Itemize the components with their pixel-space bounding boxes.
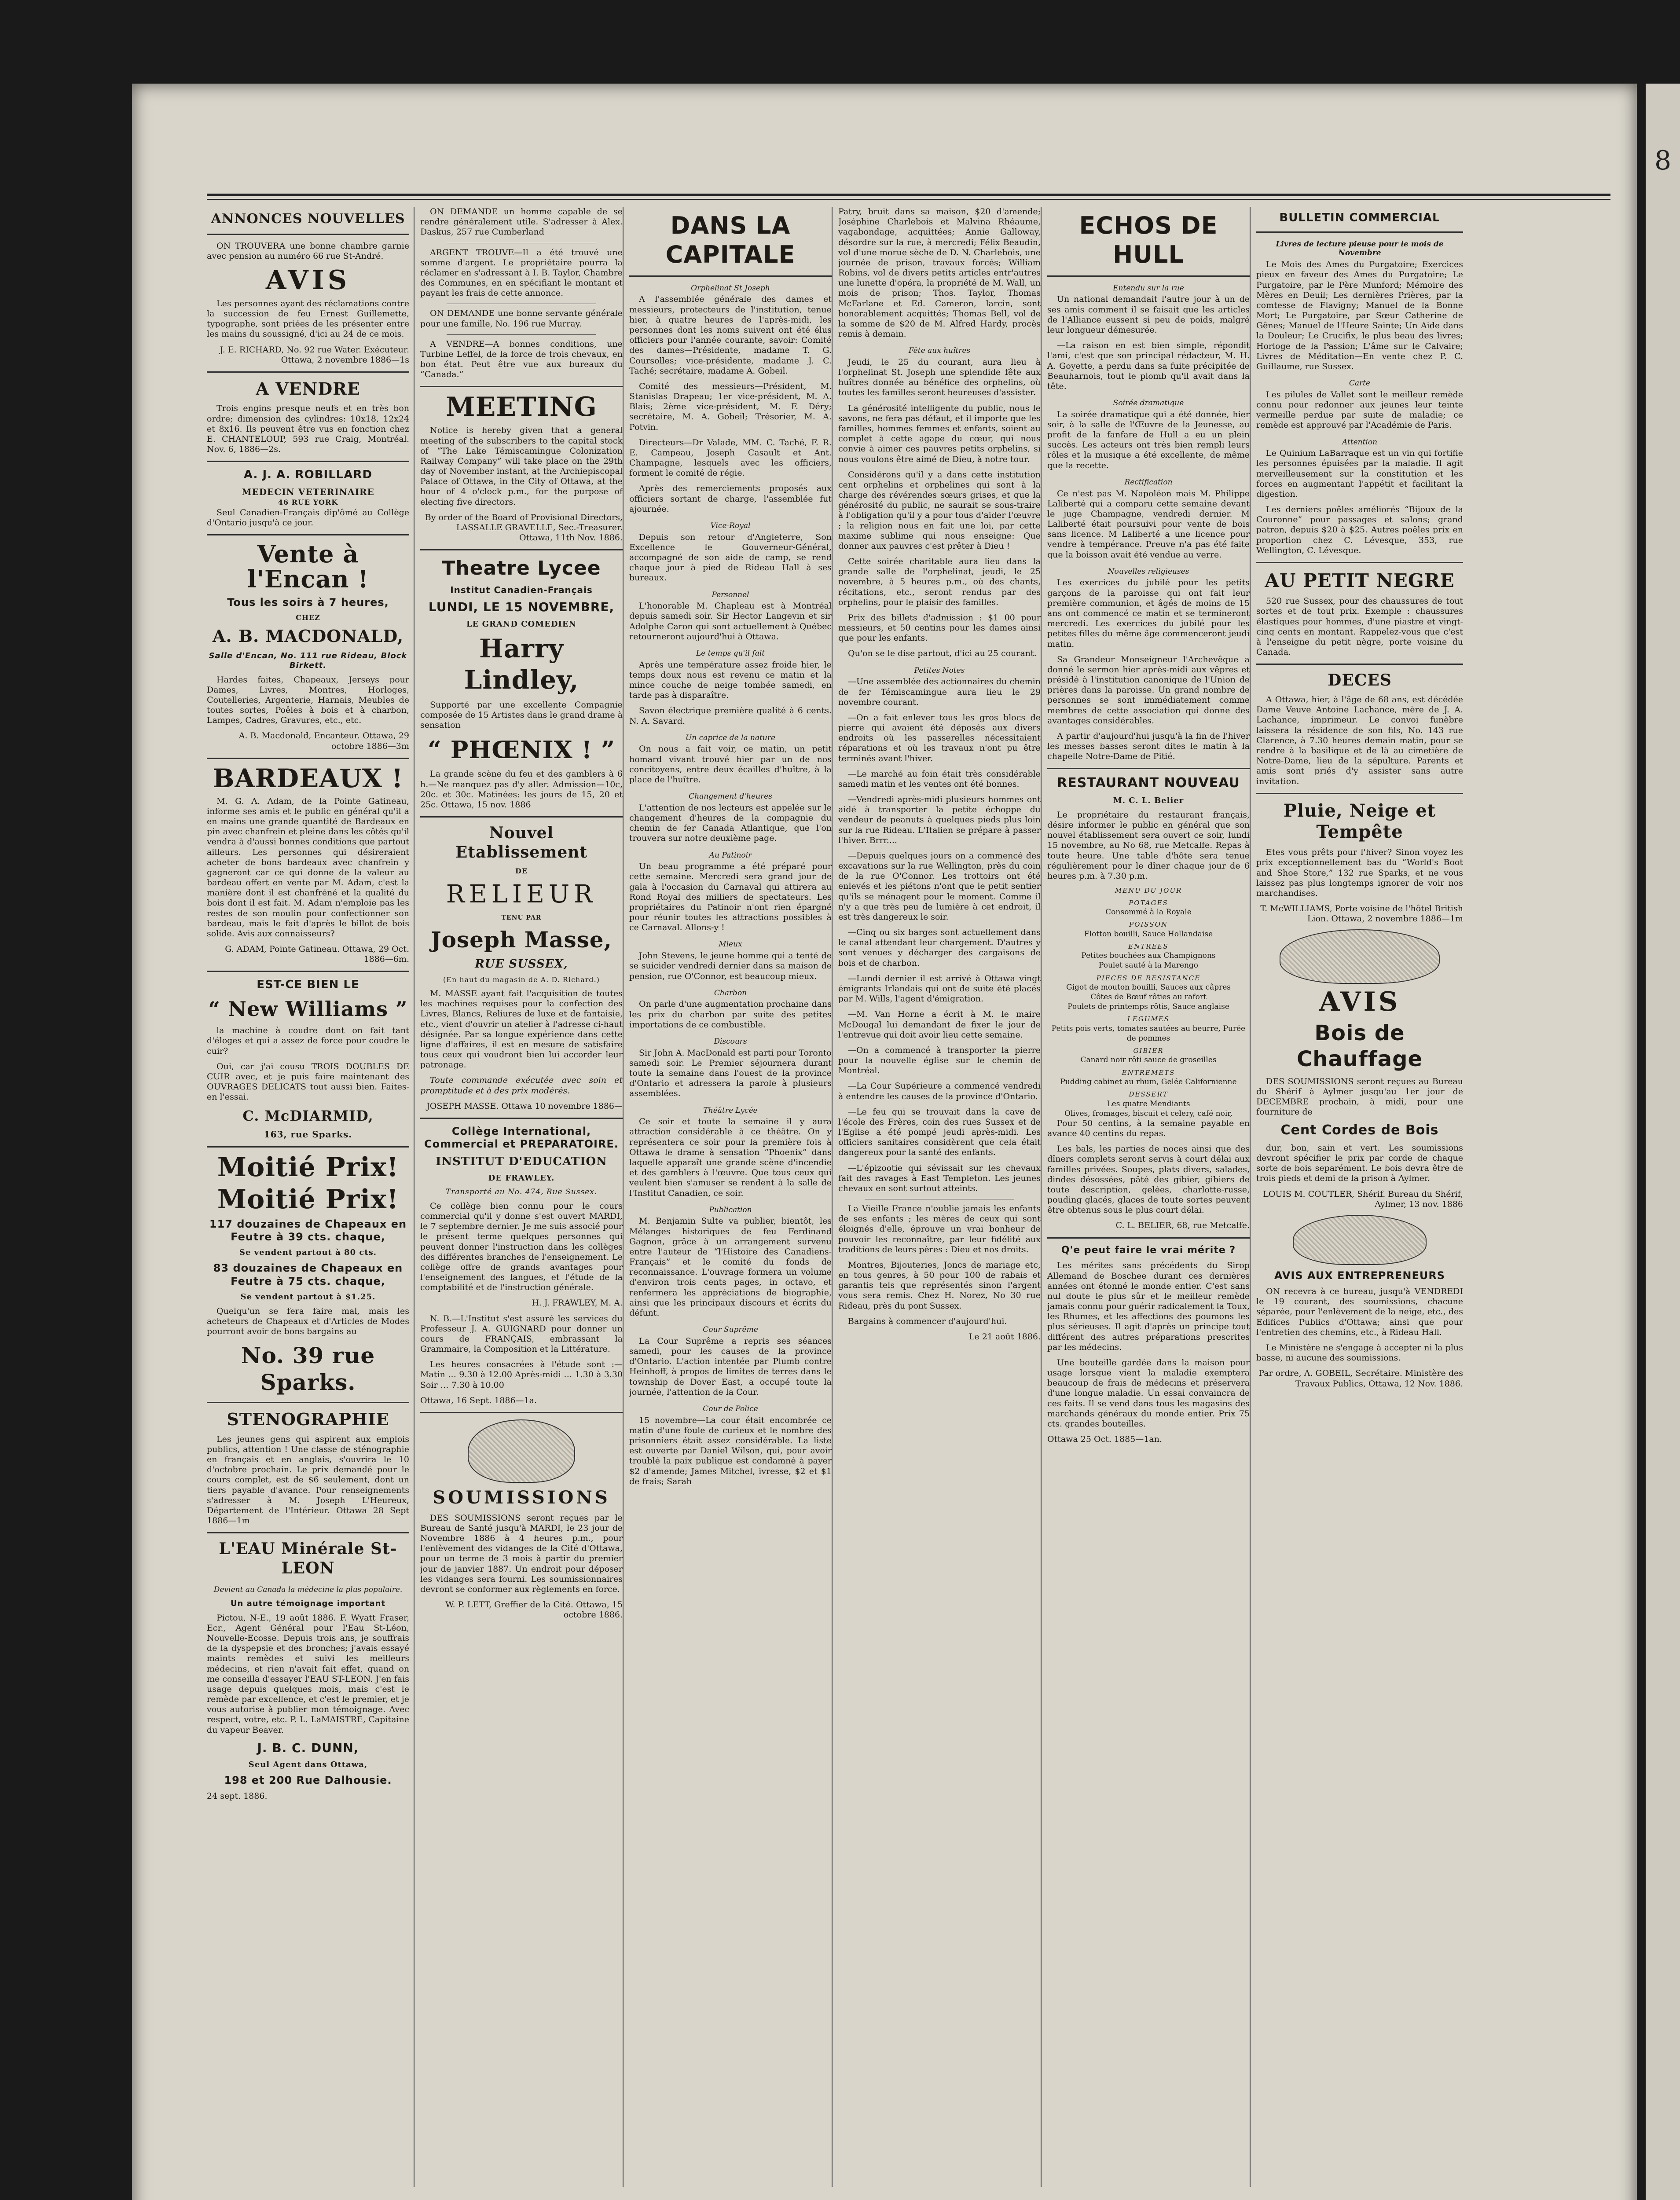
page-number-fragment: 8 [1654, 145, 1672, 176]
section-title: Attention [1342, 437, 1378, 447]
paragraph: 520 rue Sussex, pour des chaussures de tout sortes et de tout prix. Exemple : chaussures élastiques pour hommes, d'une piastre et vingt-cinq cents en montant. Rappelez-vous que c'est à l'enseigne du petit nègre, porte voisine du Canada. [1256, 596, 1463, 657]
dunn-date: 24 sept. 1886. [207, 1791, 268, 1801]
avis-text: Les personnes ayant des réclamations contre la succession de feu Ernest Guillemette, typographe, sont priées de les présenter entre les mains du soussigné, d'ici au 24 de ce mois. [207, 298, 409, 339]
paragraph: —La Cour Supérieure a commencé vendredi à entendre les causes de la province d'Ontario. [838, 1081, 1041, 1101]
dunn-sub: Seul Agent dans Ottawa, [248, 1760, 368, 1769]
dunn-address: 198 et 200 Rue Dalhousie. [224, 1774, 392, 1786]
paragraph: Ce n'est pas M. Napoléon mais M. Philippe Laliberté qui a comparu cette semaine devant le juge Champagne, vendredi dernier. M Laliberté était poursuivi pour vente de bois sans licence. M Laliberté a une licence pour vendre à tempérance. Preuve n'a pas été faite que la boisson avait été vendue au verre. [1047, 488, 1250, 560]
royal-arms-emblem [1280, 929, 1440, 984]
divider [207, 971, 409, 972]
section-title: Publication [709, 1205, 752, 1214]
divider [1256, 562, 1463, 563]
steno-heading: STENOGRAPHIE [227, 1409, 389, 1430]
paragraph: Les pilules de Vallet sont le meilleur remède connu pour redonner aux jeunes leur teinte vermeille perdue par suite de maladie; ce remède est approuvé par l'Académie de Paris. [1256, 389, 1463, 430]
sparks-heading: No. 39 rue Sparks. [241, 1342, 375, 1396]
annonces-heading: ANNONCES NOUVELLES [211, 211, 405, 227]
section-title: Carte [1349, 379, 1371, 388]
section-title: Fête aux huîtres [908, 346, 971, 356]
paragraph: Le Mois des Ames du Purgatoire; Exercices pieux en faveur des Ames du Purgatoire; Le Purgatoire, par le Père Munford; Mémoire des Mères en Deuil; Les dernières Prières, par la comtesse de Flavigny; Manuel de la Bonne Mort; Le Purgatoire, par Sœur Catherine de Gênes; Manuel de l'Heure Sainte; Un Aide dans la Douleur; Le Crucifix, le plus beau des livres; Horloge de la Passion; L'âme sur le Calvaire; Livres de Méditation—En vente chez P. C. Guillaume, rue Sussex. [1256, 260, 1463, 371]
paragraph: Sa Grandeur Monseigneur l'Archevêque a donné le sermon hier après-midi aux vêpres et présidé à l'institution canonique de l'Union de prières dans la paroisse. Un grand nombre de personnes se sont immédiatement comme membres de cette association qui donne des avantages considérables. [1047, 654, 1250, 726]
menu-line: Les quatre Mendiants [1107, 1099, 1190, 1108]
paragraph: Jeudi, le 25 du courant, aura lieu à l'orphelinat St. Joseph une splendide fête aux huîtres donnée au bénéfice des orphelins, où toutes les familles seront heureuses d'assister. [838, 357, 1041, 398]
vendre-heading: A VENDRE [256, 378, 360, 399]
divider [207, 758, 409, 759]
mcdiarmid-name: C. McDIARMID, [242, 1107, 374, 1125]
chapeaux-offer-2-note: Se vendent partout à $1.25. [240, 1292, 376, 1302]
section-title: Charbon [714, 988, 747, 997]
section-title: Entendu sur la rue [1113, 283, 1184, 293]
section-title: Vice-Royal [710, 521, 751, 530]
divider [207, 1402, 409, 1403]
encan-address: Salle d'Encan, No. 111 rue Rideau, Block Birkett. [209, 651, 407, 670]
meeting-signature: By order of the Board of Provisional Directors, LASSALLE GRAVELLE, Sec.-Treasurer. Ottawa, 11th Nov. 1886. [425, 512, 623, 543]
paragraph: dur, bon, sain et vert. Les soumissions devront spécifier le prix par corde de chaque sorte de bois separément. Le bois devra être de trois pieds et demi de la prison à Aylmer. [1256, 1143, 1463, 1184]
top-rule-thin [207, 199, 1610, 200]
menu-line: GIBIER [1133, 1046, 1164, 1055]
capitale-heading: DANS LA CAPITALE [665, 212, 796, 268]
paragraph: Après une température assez froide hier, le temps doux nous est revenu ce matin et la mince couche de neige tombée samedi, en tarde pas à disparaître. [629, 660, 832, 700]
section-title: Nouvelles religieuses [1108, 567, 1189, 576]
chapeaux-offer-2: 83 douzaines de Chapeaux en Feutre à 75 cts. chaque, [213, 1262, 403, 1287]
section-title: Mieux [719, 940, 742, 949]
menu-line: Pudding cabinet au rhum, Gelée Californienne [1060, 1078, 1237, 1087]
soumissions-signature: W. P. LETT, Greffier de la Cité. Ottawa, 15 octobre 1886. [445, 1600, 623, 1620]
college-de: DE FRAWLEY. [488, 1173, 555, 1183]
paragraph: ON recevra à ce bureau, jusqu'à VENDREDI le 19 courant, des soumissions, chacune séparée, pour l'enlèvement de la neige, etc., des Edifices Publics d'Ottawa; ainsi que pour l'entretien des chemins, etc., à Rideau Hall. [1256, 1287, 1463, 1337]
paragraph: La Cour Suprême a repris ses séances samedi, pour les causes de la province d'Ontario. L'action intentée par Plumb contre Heinhoff, à propos de limites de terres dans le township de Dover East, a occupé toute la journée, l'attention de la Cour. [629, 1336, 832, 1397]
paragraph: La soirée dramatique qui a été donnée, hier soir, à la salle de l'Œuvre de la Jeunesse, au profit de la fanfare de Hull a eu un plein succès. Les acteurs ont très bien rempli leurs rôles et la musique a été excellente, de même que la recette. [1047, 409, 1250, 470]
soumissions-heading: SOUMISSIONS [433, 1487, 610, 1508]
coat-of-arms-emblem [468, 1419, 575, 1483]
robillard-heading: A. J. A. ROBILLARD [243, 468, 373, 482]
restaurant-text-3: Les bals, les parties de noces ainsi que des dîners complets seront servis à court délai aux familles privées. Soupes, plats divers, salades, dindes désossées, pâté des gibier, gibiers de toute description, gelées, charlotte-russe, pouding glacés, glaces de toute sortes peuvent être obtenus sous le plus court délai. [1047, 1144, 1250, 1215]
negre-heading: AU PETIT NEGRE [1265, 569, 1455, 591]
paragraph: La Vieille France n'oublie jamais les enfants de ses enfants ; les mères de ceux qui sont éloignés d'elle, éprouve un vrai bonheur de pouvoir les reconnaître, par leur fidélité aux traditions de leurs pères : Dieu et nos droits. [838, 1204, 1041, 1254]
merite-text: Les mérites sans précédents du Sirop Allemand de Boschee durant ces dernières années ont étonné le monde entier. C'est sans nul doute le plus sûr et le meilleur remède jamais connu pour guérir radicalement la Toux, les Rhumes, et les affections des poumons les plus sérieuses. Il agit d'après un principe tout différent des autres préparations prescrites par les médecins. [1047, 1261, 1250, 1352]
encan-name: A. B. MACDONALD, [212, 626, 404, 646]
dateline: Le 21 août 1886. [968, 1331, 1041, 1342]
paragraph: Le Quinium LaBarraque est un vin qui fortifie les personnes épuisées par la maladie. Il agit merveilleusement sur la constitution et les forces en augmentant l'appétit et facilitant la digestion. [1256, 448, 1463, 499]
divider [207, 534, 409, 535]
paragraph: M. Benjamin Sulte va publier, bientôt, les Mélanges historiques de feu Ferdinand Gagnon, grâce à un arrangement survenu entre l'auteur de “l'Histoire des Canadiens-Français” et le comité du fonds de reconnaissance. L'ouvrage formera un volume d'environ trois cents pages, in octavo, et renfermera les appréciations de biographie, ainsi que les principaux discours et écrits du défunt. [629, 1216, 832, 1318]
divider [207, 234, 409, 235]
paragraph: La générosité intelligente du public, nous le savons, ne fera pas défaut, et il importe que les familles, hommes femmes et enfants, soient au complet à cette agape du cœur, qui nous convie à aimer ces pauvres petits orphelins, si nous voulons être aimé de Dieu, à notre tour. [838, 403, 1041, 464]
pluie-heading: Pluie, Neige et Tempête [1283, 800, 1436, 843]
paragraph: —Le marché au foin était très considérable samedi matin et les ventes ont été bonnes. [838, 769, 1041, 789]
paragraph: Un national demandait l'autre jour à un de ses amis comment il se faisait que les articles de l'Alliance eussent si peu de poids, malgré leur longueur démesurée. [1047, 294, 1250, 335]
adjacent-page-edge [1646, 84, 1680, 2200]
paragraph: Sir John A. MacDonald est parti pour Toronto samedi soir. Le Premier séjournera durant toute la semaine dans l'ouest de la province d'Ontario et adressera la parole à plusieurs assemblées. [629, 1048, 832, 1099]
divider [420, 549, 623, 550]
divider [207, 371, 409, 373]
column-separator [832, 207, 833, 2187]
paragraph: A Ottawa, hier, à l'âge de 68 ans, est décédée Dame Veuve Antoine Lachance, mère de J. A. Lachance, imprimeur. Le convoi funèbre laissera la résidence de son fils, No. 143 rue Clarence, à 7.30 heures demain matin, pour se rendre à la basilique et de là au cimetière de Notre-Dame, lieu de la sépulture. Parents et amis sont priés d'y assister sans autre invitation. [1256, 695, 1463, 786]
restaurant-sub: M. C. L. Belier [1113, 796, 1184, 805]
paragraph: 15 novembre—La cour était encombrée ce matin d'une foule de curieux et le nombre des prisonniers était assez considérable. La liste est ouverte par Daniel Wilson, qui, pour avoir troublé la paix publique est condamné à payer $2 d'amende; James Mitchel, ivresse, $2 et $1 de frais; Sarah [629, 1415, 832, 1486]
deces-heading: DECES [1328, 671, 1392, 690]
lindley-text: Supporté par une excellente Compagnie composée de 15 Artistes dans le grand drame à sensation [420, 700, 623, 730]
paragraph: On nous a fait voir, ce matin, un petit homard vivant trouvé hier par un de nos concitoyens, entre deux écailles d'huître, à la place de l'huître. [629, 744, 832, 785]
chapeaux-offer-1: 117 douzaines de Chapeaux en Feutre à 39 cts. chaque, [209, 1217, 407, 1243]
restaurant-heading: RESTAURANT NOUVEAU [1057, 775, 1240, 791]
relieur-de: DE [515, 866, 528, 875]
royal-arms-emblem [1293, 1215, 1427, 1265]
hull-heading: ECHOS DE HULL [1079, 212, 1218, 268]
divider [207, 1532, 409, 1533]
paragraph: A partir d'aujourd'hui jusqu'à la fin de l'hiver les messes basses seront dites le matin à la chapelle Notre-Dame de Pitié. [1047, 731, 1250, 762]
section-title: Cour Suprême [703, 1325, 758, 1335]
dunn-name: J. B. C. DUNN, [257, 1740, 359, 1755]
divider [420, 386, 623, 387]
vendre-text: Trois engins presque neufs et en très bon ordre; dimension des cylindres: 10x18, 12x24 et 8x16. Ils peuvent être vus en fonction chez E. CHANTELOUP, 593 rue Craig, Montréal. Nov. 6, 1886—2s. [207, 403, 409, 455]
eau-temoignage: Un autre témoignage important [230, 1599, 386, 1608]
paragraph: —On a fait enlever tous les gros blocs de pierre qui avaient été déposés aux divers endroits où les passerelles nécessitaient réparations et où les travaux n'ont pu être terminés avant l'hiver. [838, 712, 1041, 763]
eau-text: Pictou, N-E., 19 août 1886. F. Wyatt Fraser, Ecr., Agent Général pour l'Eau St-Léon, Nouvelle-Ecosse. Depuis trois ans, je souffrais de la dyspepsie et des bronches; j'avais essayé maints remèdes et suivi les meilleurs médecins, et rien n'avait fait effet, quand on me conseilla d'essayer l'EAU ST-LEON. J'en fais usage depuis quelques mois, mais c'est le remède par excellence, et c'est le premier, et je vous autorise à publier mon témoignage. Avec respect, votre, etc. P. L. LaMAISTRE, Capitaine du vapeur Beaver. [207, 1613, 409, 1735]
section-title: Rectification [1124, 477, 1173, 487]
bois-signature: LOUIS M. COUTLER, Shérif. Bureau du Shérif, Aylmer, 13 nov. 1886 [1263, 1189, 1463, 1209]
menu-line: LEGUMES [1127, 1015, 1170, 1023]
lindley-heading: Harry Lindley, [464, 634, 579, 695]
menu-line: Flotton bouilli, Sauce Hollandaise [1084, 929, 1213, 939]
robillard-text: Seul Canadien-Français dip'ômé au Collège d'Ontario jusqu'à ce jour. [207, 507, 409, 528]
paragraph: Un beau programme a été préparé pour cette semaine. Mercredi sera grand jour de gala à l'occasion du Carnaval qui attirera au Rond Royal des milliers de spectateurs. Les propriétaires du Patinoir n'ont rien épargné pour réunir toutes les attractions possibles à ce Carnaval. Allons-y ! [629, 862, 832, 933]
encan-chez: CHEZ [296, 613, 320, 622]
ad-demande-homme: ON DEMANDE un homme capable de se rendre généralement utile. S'adresser à Alex. Daskus, 257 rue Cumberland [420, 207, 623, 237]
column-2 [420, 207, 623, 2196]
masse-text: M. MASSE ayant fait l'acquisition de toutes les machines requises pour la confection des Livres, Blancs, Reliures de luxe et de fantaisie, etc., vient d'ouvrir un atelier à l'adresse ci-haut désignée. Par sa longue expérience dans cette ligne d'affaires, il est en mesure de satisfaire tous ceux qui voudront bien lui accorder leur patronage. [420, 989, 623, 1070]
encan-sub: Tous les soirs à 7 heures, [227, 596, 389, 609]
masse-address: RUE SUSSEX, [475, 957, 568, 971]
section-title: Personnel [712, 590, 749, 599]
column-4 [838, 207, 1041, 2196]
bardeaux-signature: G. ADAM, Pointe Gatineau. Ottawa, 29 Oct. 1886—6m. [225, 944, 409, 964]
menu-line: Côtes de Bœuf rôties au rafort [1090, 993, 1207, 1002]
paragraph: Savon électrique première qualité à 6 cents. N. A. Savard. [629, 706, 832, 726]
relieur-heading: RELIEUR [446, 880, 597, 909]
menu-line: Petites bouchées aux Champignons [1081, 951, 1216, 961]
paragraph: A l'assemblée générale des dames et messieurs, protecteurs de l'institution, tenue hier, à quatre heures de l'après-midi, les personnes dont les noms suivent ont été élus officiers pour l'année courante, savoir: Comité des dames—Présidente, madame T. G. Coursolles; vice-présidente, madame J. C. Taché; secrétaire, madame A. Gobeil. [629, 294, 832, 376]
section-title: Soirée dramatique [1113, 399, 1184, 408]
meeting-heading: MEETING [446, 392, 597, 423]
restaurant-text-2: Pour 50 centins, à la semaine payable en avance 40 centins du repas. [1047, 1118, 1250, 1139]
paragraph: Comité des messieurs—Président, M. Stanislas Drapeau; 1er vice-président, M. A. Blais; 2ème vice-président, M. F. Déry; secrétaire, M. A. Gobeil; Trésorier, M. A. Potvin. [629, 381, 832, 432]
menu-line: Petits pois verts, tomates sautées au beurre, Purée de pommes [1051, 1024, 1246, 1043]
column-separator [623, 207, 624, 2187]
steno-text: Les jeunes gens qui aspirent aux emplois publics, attention ! Une classe de sténographie en français et en anglais, s'ouvrira le 10 d'octobre prochain. Le prix demandé pour le cours complet, est de $6 seulement, dont un tiers payable d'avance. Pour renseignements s'adresser à M. Joseph L'Heureux, Département de l'Intérieur. Ottawa 28 Sept 1886—1m [207, 1434, 409, 1526]
paragraph: Patry, bruit dans sa maison, $20 d'amende; Joséphine Charlebois et Malvina Rhéaume, vagabondage, acquittées; Annie Galloway, désordre sur la rue, à mercredi; Félix Beaudin, vol d'une morue sèche de D. N. Charlebois, une journée de prison, travaux forcés; William Robins, vol de divers petits articles entr'autres une lunette d'opéra, la propriété de M. Wall, un mois de prison; Thos. Taylor, Thomas McFarlane et Ed. Cameron, larcin, sont honorablement acquittés; Thomas Bell, vol de la somme de $20 de M. Alfred Hardy, procès remis à demain. [838, 207, 1041, 339]
theatre-sub: Institut Canadien-Français [450, 584, 593, 595]
divider [447, 334, 596, 335]
meeting-text: Notice is hereby given that a general meeting of the subscribers to the capital stock of “The Lake Témiscamingue Colonization Railway Company” will take place on the 29th day of November instant, at the Archiepiscopal Palace of Ottawa, in the City of Ottawa, at the hour of 4 o'clock p.m., for the purpose of electing five directors. [420, 425, 623, 507]
chapeaux-offer-1-note: Se vendent partout à 80 cts. [239, 1248, 377, 1258]
section-title: Changement d'heures [689, 792, 772, 801]
eau-heading: L'EAU Minérale St-LEON [219, 1540, 397, 1578]
phoenix-heading: “ PHŒNIX ! ” [427, 736, 616, 764]
ad-chambre: ON TROUVERA une bonne chambre garnie avec pension au numéro 66 rue St-André. [207, 241, 409, 261]
merite-heading: Q'e peut faire le vrai mérite ? [1061, 1244, 1236, 1256]
paragraph: Depuis son retour d'Angleterre, Son Excellence le Gouverneur-Général, accompagné de son aide de camp, se rend chaque jour à pied de Rideau Hall à ses bureaux. [629, 532, 832, 583]
divider [1256, 231, 1463, 233]
paragraph: Les exercices du jubilé pour les petits garçons de la paroisse qui ont fait leur première communion, et âgés de moins de 15 ans ont commencé ce matin et se termineront mercredi. Les exercices du jubilé pour les petites filles du même âge commenceront jeudi matin. [1047, 578, 1250, 649]
column-6 [1256, 207, 1463, 2196]
menu-line: POISSON [1129, 920, 1168, 929]
robillard-address: 46 RUE YORK [278, 498, 338, 507]
theatre-comedien: LE GRAND COMEDIEN [466, 619, 577, 629]
menu-line: ENTREES [1128, 942, 1169, 950]
bardeaux-heading: BARDEAUX ! [213, 763, 403, 793]
paragraph: —Le feu qui se trouvait dans la cave de l'école des Frères, coin des rues Sussex et de l'Eglise a été pompé jeudi après-midi. Les officiers sanitaires considèrent que cela était dangereux pour la santé des enfants. [838, 1107, 1041, 1158]
section-title: Petites Notes [914, 666, 965, 675]
pluie-signature: T. McWILLIAMS, Porte voisine de l'hôtel British Lion. Ottawa, 2 novembre 1886—1m [1260, 904, 1463, 924]
paragraph: —Une assemblée des actionnaires du chemin de fer Témiscamingue aura lieu le 29 novembre courant. [838, 677, 1041, 707]
menu-line: Olives, fromages, biscuit et celery, café noir, [1064, 1109, 1232, 1118]
divider [420, 1412, 623, 1413]
paragraph: —M. Van Horne a écrit à M. le maire McDougal lui demandant de fixer le jour de l'entrevue qui doit avoir lieu cette semaine. [838, 1009, 1041, 1040]
divider [1047, 1237, 1250, 1239]
college-date: Ottawa, 16 Sept. 1886—1a. [420, 1395, 537, 1405]
paragraph: L'attention de nos lecteurs est appelée sur le changement d'heures de la compagnie du chemin de fer Canada Atlantique, que l'on trouvera sur notre deuxième page. [629, 803, 832, 843]
ad-argent-trouve: ARGENT TROUVE—Il a été trouvé une somme d'argent. Le propriétaire pourra la réclamer en s'adressant à I. B. Taylor, Chambre des Communes, en en spécifiant le montant et payant les frais de cette annonce. [420, 247, 623, 298]
bardeaux-text: M. G. A. Adam, de la Pointe Gatineau, informe ses amis et le public en général qu'il a en mains une grande quantité de Bardeaux en pin avec chanfrein et pleine dans les côtés qu'il vendra à d'aussi bonnes conditions que partout ailleurs. Les personnes qui désireraient acheter de bons bardeaux avec chanfrein y gagneront car ce qui donne de la valeur au bardeau offert en vente par M. Adam, c'est la manière dont il est chanfréné et la qualité du bois dont il est fait. M. Adam n'emploie pas les restes de son moulin pour confectionner son bardeau, mais le fait d'après le billot de bois solide. Avis aux connaisseurs? [207, 796, 409, 939]
merite-date: Ottawa 25 Oct. 1885—1an. [1047, 1434, 1162, 1445]
chapeaux-text: Quelqu'un se fera faire mal, mais les acheteurs de Chapeaux et d'Articles de Modes pourront avoir de bons bargains au [207, 1306, 409, 1337]
restaurant-text: Le propriétaire du restaurant français, désire informer le public en général que son nouvel établissement sera ouvert ce soir, lundi 15 novembre, au No 68, rue Metcalfe. Repas à toute heure. Une table d'hôte sera tenue régulièrement pour le dîner chaque jour de 6 heures p.m. à 7.30 p.m. [1047, 810, 1250, 881]
college-text: Ce collège bien connu pour le cours commercial qu'il y donne s'est ouvert MARDI, le 7 septembre dernier. Je me suis associé pour le présent terme quelques personnes qui peuvent donner l'instruction dans les collèges des différentes branches de l'enseignement. Le collège offre de grands avantages pour l'enseignement des langues, et l'étude de la comptabilité et de l'instruction générale. [420, 1201, 623, 1293]
encan-text: Hardes faites, Chapeaux, Jerseys pour Dames, Livres, Montres, Horloges, Coutelleries, Argenterie, Harnais, Meubles de toutes sortes, Poêles à bois et à charbon, Lampes, Cadres, Gravures, etc., etc. [207, 675, 409, 726]
encan-signature: A. B. Macdonald, Encanteur. Ottawa, 29 octobre 1886—3m [238, 731, 409, 751]
paragraph: L'honorable M. Chapleau est à Montréal depuis samedi soir. Sir Hector Langevin et sir Adolphe Caron qui sont actuellement à Québec retourneront aujourd'hui à Ottawa. [629, 601, 832, 642]
soumissions-text: DES SOUMISSIONS seront reçues par le Bureau de Santé jusqu'à MARDI, le 23 jour de Novembre 1886 à 4 heures p.m., pour l'enlèvement des vidanges de la Cité d'Ottawa, pour un terme de 3 mois à partir du premier jour de janvier 1887. Un endroit pour déposer les vidanges sera fourni. Les soumissionnaires devront se conformer aux règlements en force. [420, 1513, 623, 1594]
theatre-heading: Theatre Lycee [442, 557, 601, 580]
section-title: Discours [714, 1037, 747, 1046]
college-hours: Les heures consacrées à l'étude sont :— Matin … 9.30 à 12.00 Après-midi … 1.30 à 3.30 Soir … 7.30 à 10.00 [420, 1360, 623, 1390]
section-title: Au Patinoir [709, 851, 752, 860]
column-3 [629, 207, 832, 2196]
menu-line: MENU DU JOUR [1115, 887, 1182, 895]
entrepreneurs-signature: Par ordre, A. GOBEIL, Secrétaire. Ministère des Travaux Publics, Ottawa, 12 Nov. 1886. [1258, 1368, 1463, 1389]
divider [1047, 275, 1250, 277]
cordes-heading: Cent Cordes de Bois [1280, 1122, 1439, 1138]
college-signature: H. J. FRAWLEY, M. A. [532, 1298, 623, 1308]
college-text-2: N. B.—L'Institut s'est assuré les services du Professeur J. A. GUIGNARD pour donner un cours de FRANÇAIS, embrassant la Grammaire, la Composition et la Littérature. [420, 1313, 623, 1354]
paragraph: John Stevens, le jeune homme qui a tenté de se suicider vendredi dernier dans sa maison de pension, rue O'Connor, est beaucoup mieux. [629, 951, 832, 981]
phoenix-text: La grande scène du feu et des gamblers à 6 h.—Ne manquez pas d'y aller. Admission—10c, 20c. et 30c. Matinées: les jours de 15, 20 et 25c. Ottawa, 15 nov. 1886 [420, 769, 623, 810]
college-institut: INSTITUT D'EDUCATION [436, 1155, 607, 1169]
section-title: Livres de lecture pieuse pour le mois de Novembre [1276, 239, 1444, 258]
bulletin-heading: BULLETIN COMMERCIAL [1279, 211, 1440, 224]
menu-line: DESSERT [1129, 1090, 1168, 1099]
column-1 [207, 207, 409, 2196]
robillard-sub: MEDECIN VETERINAIRE [242, 486, 374, 497]
williams-text: la machine à coudre dont on fait tant d'éloges et qui a assez de force pour coudre le cuir? [207, 1026, 409, 1056]
paragraph: —On a commencé à transporter la pierre pour la nouvelle église sur le chemin de Montréal. [838, 1045, 1041, 1076]
section-title: Un caprice de la nature [685, 733, 776, 742]
divider [207, 461, 409, 462]
menu-line: Poulets de printemps rôtis, Sauce anglaise [1067, 1002, 1229, 1012]
mcdiarmid-address: 163, rue Sparks. [264, 1129, 352, 1140]
williams-question: EST-CE BIEN LE [257, 978, 359, 992]
moitie-heading-2: Moitié Prix! [217, 1184, 399, 1215]
divider [207, 1146, 409, 1148]
paragraph: Les derniers poêles améliorés “Bijoux de la Couronne” pour passages et salons; grand patron, depuis $20 à $25. Autres poêles prix en proportion chez C. Lévesque, 353, rue Wellington, C. Lévesque. [1256, 505, 1463, 555]
paragraph: On parle d'une augmentation prochaine dans les prix du charbon par suite des petites importations de ce combustible. [629, 999, 832, 1030]
column-separator [1250, 207, 1251, 2187]
avis-heading: AVIS [265, 264, 351, 296]
masse-name: Joseph Masse, [431, 926, 612, 953]
relieur-tenu: TENU PAR [501, 914, 542, 921]
eau-sub: Devient au Canada la médecine la plus populaire. [213, 1585, 403, 1595]
paragraph: —Cinq ou six barges sont actuellement dans le canal attendant leur chargement. D'autres y sont venues y décharger des cargaisons de bois et de charbon. [838, 928, 1041, 968]
menu-line: Canard noir rôti sauce de groseilles [1080, 1056, 1217, 1065]
williams-text-2: Oui, car j'ai cousu TROIS DOUBLES DE CUIR avec, et je puis faire maintenant des OUVRAGES DELICATS tout aussi bien. Faites-en l'essai. [207, 1061, 409, 1102]
menu-line: Poulet sauté à la Marengo [1098, 961, 1199, 970]
college-address: Transporté au No. 474, Rue Sussex. [445, 1188, 598, 1197]
merite-text-2: Une bouteille gardée dans la maison pour usage lorsque vient la maladie exemptera beaucoup de frais de médecins et préservera d'une longue maladie. Un essai convaincra de ces faits. Il se vend dans tous les magasins des marchands généraux du monde entier. Prix 75 cts. grandes bouteilles. [1047, 1357, 1250, 1429]
paragraph: —Lundi dernier il est arrivé à Ottawa vingt émigrants Irlandais qui ont de suite été placés par M. Wills, l'agent d'émigration. [838, 973, 1041, 1004]
menu-line: POTAGES [1129, 898, 1168, 907]
divider [1256, 793, 1463, 794]
paragraph: Le Ministère ne s'engage à accepter ni la plus basse, ni aucune des soumissions. [1256, 1343, 1463, 1363]
section-title: Cour de Police [703, 1404, 758, 1413]
masse-text-2: Toute commande exécutée avec soin et promptitude et à des prix modérés. [420, 1075, 623, 1096]
divider [420, 816, 623, 818]
williams-heading: “ New Williams ” [208, 997, 408, 1021]
paragraph: Bargains à commencer d'aujourd'hui. [848, 1316, 1007, 1326]
section-title: Théâtre Lycée [703, 1106, 758, 1115]
restaurant-menu [1047, 887, 1250, 1118]
relieur-nouvel: Nouvel Etablissement [455, 824, 588, 862]
moitie-heading-1: Moitié Prix! [217, 1151, 399, 1183]
paragraph: —L'épizootie qui sévissait sur les chevaux fait des ravages à East Templeton. Les jeunes chevaux en sont surtout atteints. [838, 1163, 1041, 1193]
masse-sub: (En haut du magasin de A. D. Richard.) [443, 975, 600, 984]
encan-heading: Vente à l'Encan ! [247, 540, 369, 593]
bois-heading: Bois de Chauffage [1296, 1021, 1423, 1072]
divider [1047, 768, 1250, 769]
divider [420, 1118, 623, 1119]
avis-heading: AVIS [1319, 986, 1401, 1018]
menu-line: Consommé à la Royale [1105, 908, 1192, 917]
paragraph: Directeurs—Dr Valade, MM. C. Taché, F. R. E. Campeau, Joseph Casault et Ant. Champagne, lesquels avec les officiers, forment le comité de régie. [629, 437, 832, 478]
paragraph: —La raison en est bien simple, répondit l'ami, c'est que son principal rédacteur, M. H. A. Goyette, a perdu dans sa fuite précipitée de Beauharnois, tout le plomb qu'il avait dans la tête. [1047, 341, 1250, 391]
masse-signature: JOSEPH MASSE. Ottawa 10 novembre 1886— [426, 1101, 623, 1111]
paragraph: —Vendredi après-midi plusieurs hommes ont aidé à transporter la petite échoppe du vendeur de peanuts à quelques pieds plus loin sur la rue Rideau. L'Italien se prépare à passer l'hiver. Brrr.... [838, 795, 1041, 845]
divider [1256, 664, 1463, 665]
paragraph: Après des remerciements proposés aux officiers sortant de charge, l'assemblée fut ajournée. [629, 484, 832, 514]
paragraph: Cette soirée charitable aura lieu dans la grande salle de l'orphelinat, jeudi, le 25 novembre, à 5 heures p.m., où des chants, récitations, etc., seront rendus par des orphelins, pour le plaisir des familles. [838, 557, 1041, 607]
paragraph: Etes vous prêts pour l'hiver? Sinon voyez les prix exceptionnellement bas du “World's Boot and Shoe Store,” 132 rue Sparks, et ne vous laissez pas plus longtemps ignorer de voir nos marchandises. [1256, 847, 1463, 898]
avis-signature: J. E. RICHARD, No. 92 rue Water. Exécuteur. Ottawa, 2 novembre 1886—1s [220, 345, 409, 365]
paragraph: Considérons qu'il y a dans cette institution cent orphelins et orphelines qui sont à la charge des révérendes sœurs grises, et que la générosité du public, ne saurait se sous-traire à l'obligation qu'il y a pour tous d'aider l'œuvre ; la religion nous en fait une loi, par cette maxime sublime qui nous enseigne: Que donner aux pauvres c'est prêter à Dieu ! [838, 469, 1041, 551]
paragraph: Ce soir et toute la semaine il y aura attraction considérable à ce théâtre. On y représentera ce soir pour la première fois à Ottawa le drame à sensation “Phoenix” dans laquelle apparaît une grande scène d'incendie et des gamblers à l'œuvre. Que tous ceux qui veulent bien s'amuser se rendent à la salle de l'Institut Canadien, ce soir. [629, 1117, 832, 1198]
menu-line: PIECES DE RESISTANCE [1096, 974, 1201, 982]
theatre-date: LUNDI, LE 15 NOVEMBRE, [428, 600, 615, 615]
paragraph: —Depuis quelques jours on a commencé des excavations sur la rue Wellington, près du coin de la rue O'Connor. Les trottoirs ont été enlevés et les piétons n'ont que le petit sentier qu'ils se ménagent pour le moment. Comme il n'y a que très peu de lumière à cet endroit, il est très dangereux le soir. [838, 851, 1041, 922]
menu-line: Gigot de mouton bouilli, Sauces aux câpres [1066, 983, 1231, 992]
paragraph: Prix des billets d'admission : $1 00 pour messieurs, et 50 centins pour les dames ainsi que pour les enfants. [838, 612, 1041, 643]
top-rule [207, 194, 1610, 196]
menu-line: ENTREMETS [1122, 1068, 1175, 1077]
paragraph: Qu'on se le dise partout, d'ici au 25 courant. [848, 649, 1037, 659]
ad-servante: ON DEMANDE une bonne servante générale pour une famille, No. 196 rue Murray. [420, 308, 623, 329]
paragraph: DES SOUMISSIONS seront reçues au Bureau du Shérif à Aylmer jusqu'au 1er jour de DECEMBRE prochain, à midi, pour une fourniture de [1256, 1076, 1463, 1117]
entrepreneurs-heading: AVIS AUX ENTREPRENEURS [1274, 1269, 1445, 1282]
ad-turbine: A VENDRE—A bonnes conditions, une Turbine Leffel, de la force de trois chevaux, en bon état. Peut être vue aux bureaux du “Canada.” [420, 339, 623, 380]
section-title: Orphelinat St Joseph [691, 283, 770, 293]
page-content [132, 84, 1637, 2200]
restaurant-signature: C. L. BELIER, 68, rue Metcalfe. [1115, 1221, 1250, 1231]
divider [629, 275, 832, 277]
section-title: Le temps qu'il fait [696, 649, 765, 658]
college-heading: Collège International, Commercial et PREPARATOIRE. [424, 1125, 619, 1151]
column-5 [1047, 207, 1250, 2196]
column-separator [1041, 207, 1042, 2187]
paragraph: Montres, Bijouteries, Joncs de mariage etc, en tous genres, à 50 pour 100 de rabais et garantis tels que représentés sinon l'argent vous sera remis. Chez H. Norez, No 30 rue Rideau, près du pont Sussex. [838, 1260, 1041, 1311]
